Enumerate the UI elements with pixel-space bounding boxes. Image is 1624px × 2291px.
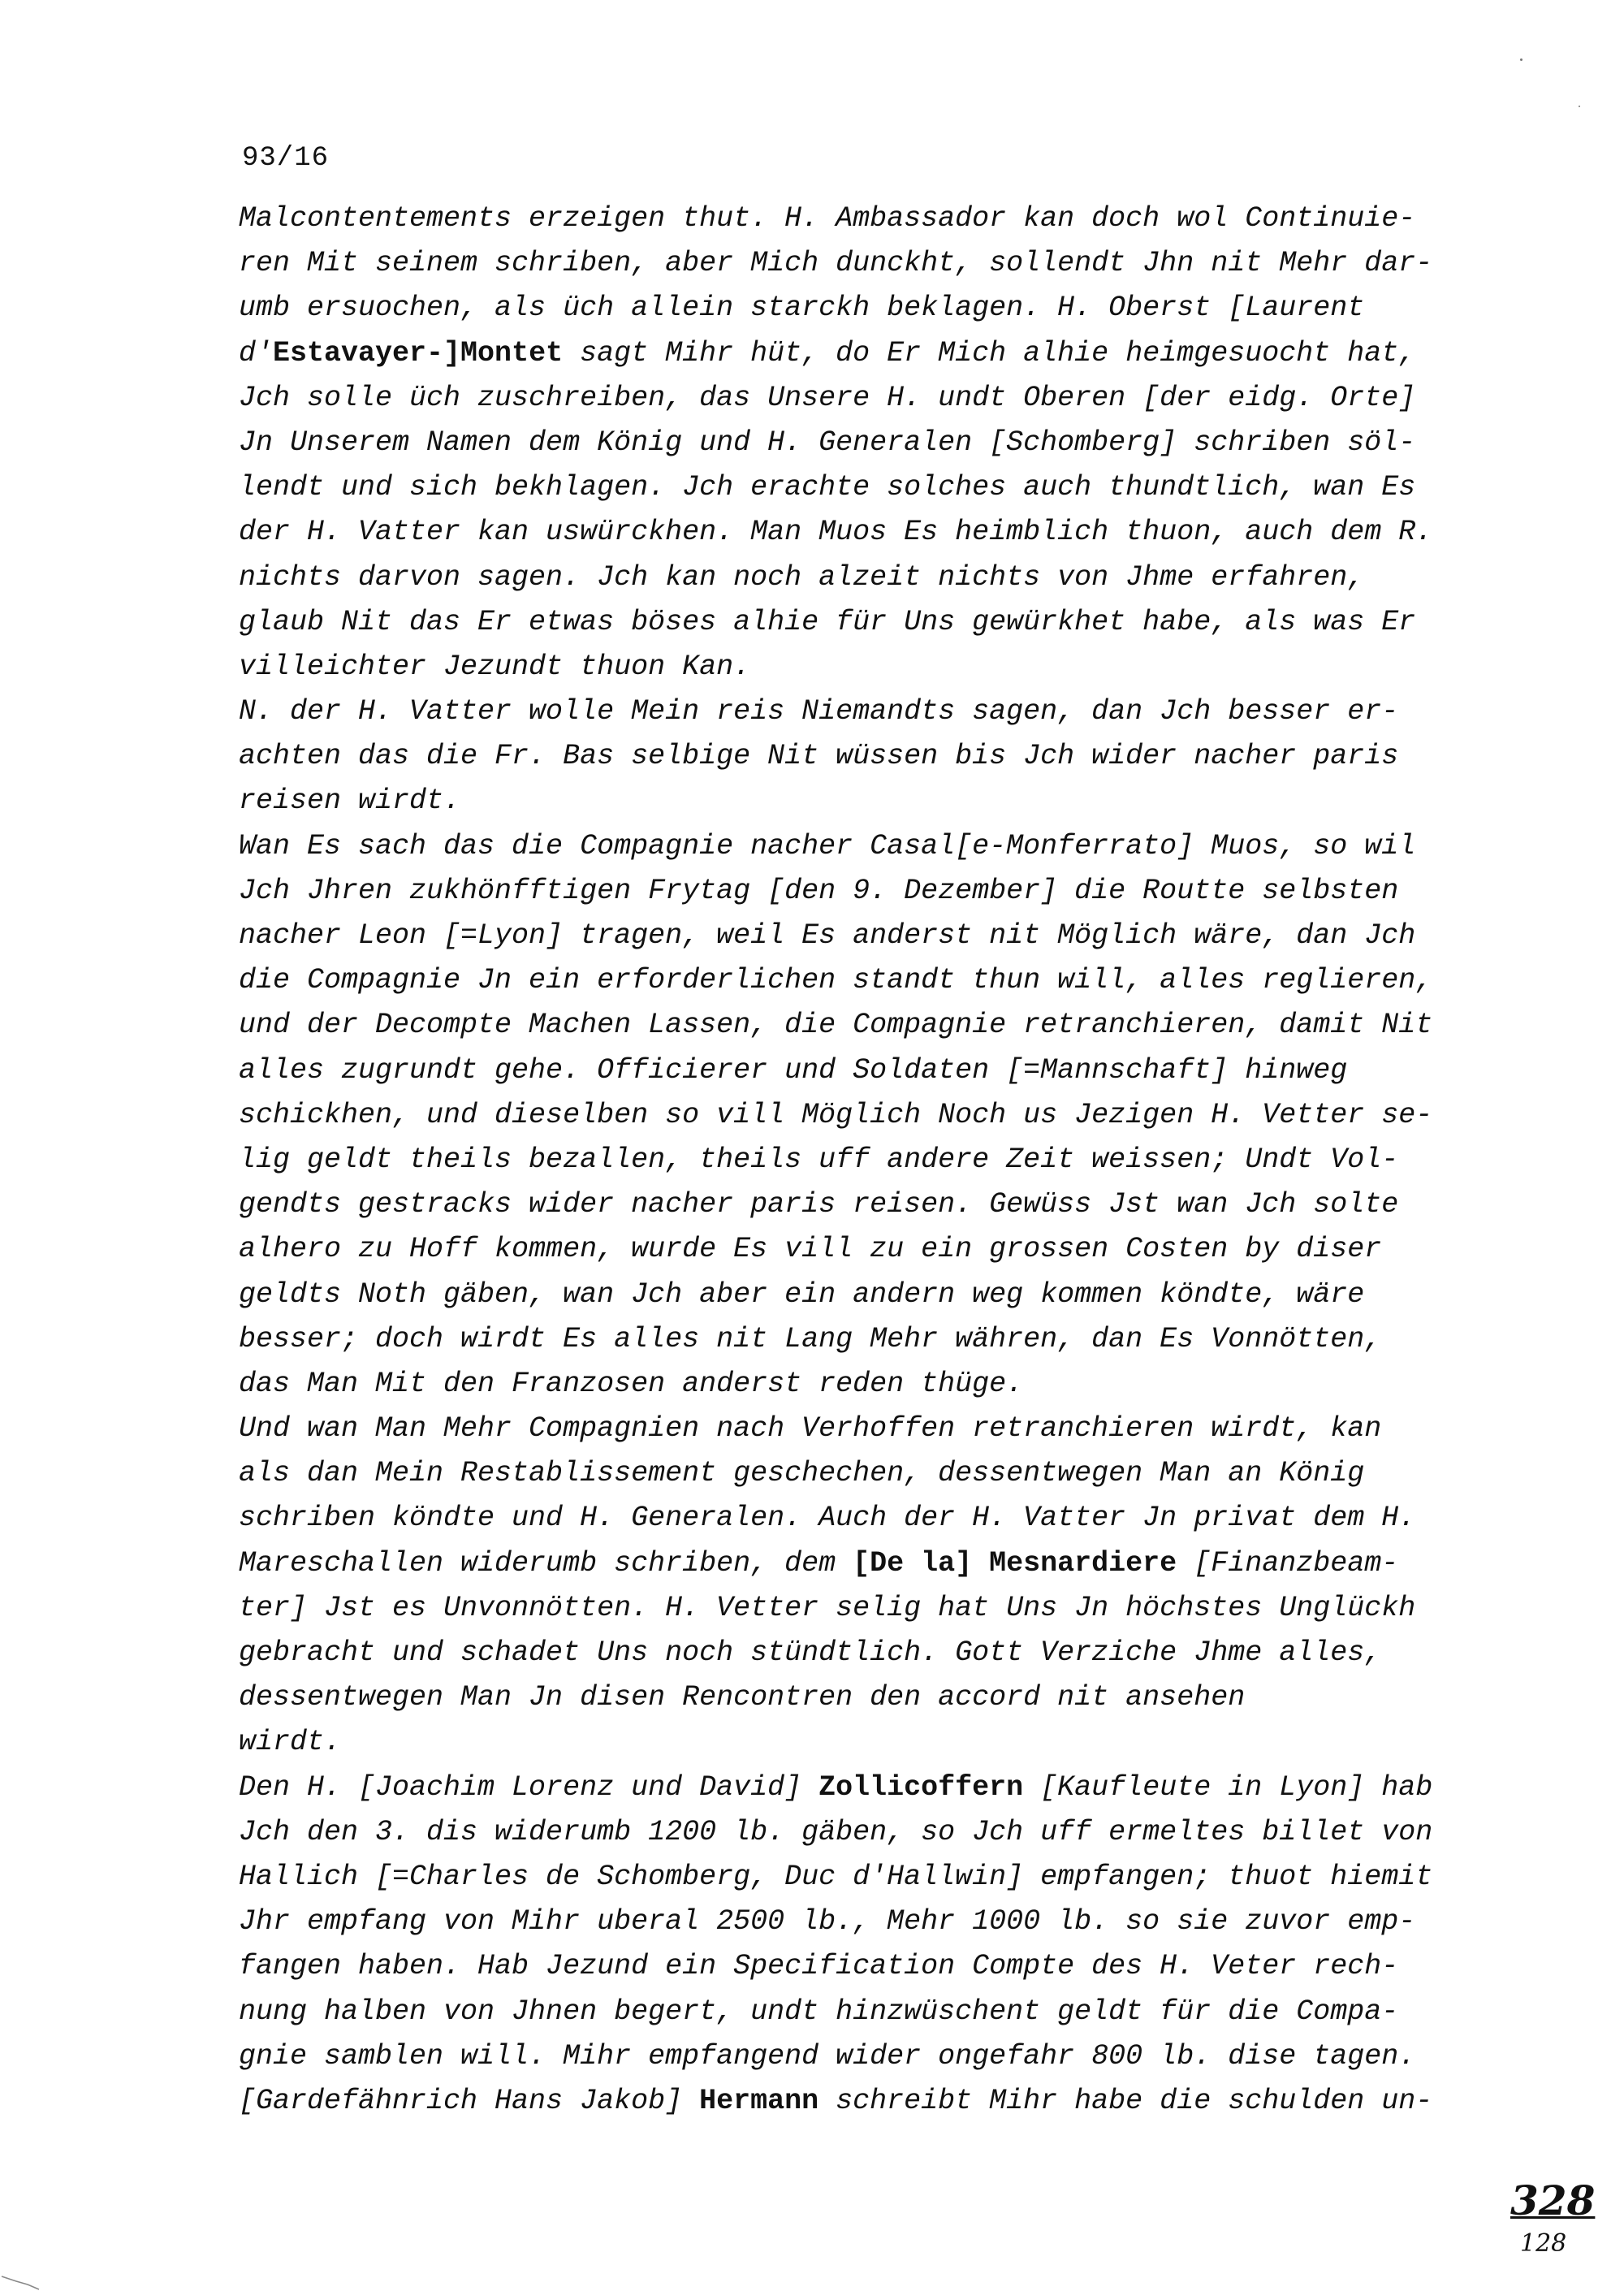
letter-transcription bbox=[239, 197, 1505, 2124]
text-line bbox=[239, 1273, 1505, 1317]
text-segment: Mareschallen widerumb schriben, dem bbox=[239, 1546, 853, 1580]
text-line bbox=[239, 824, 1505, 869]
text-segment: Hallich [=Charles de Schomberg, Duc d'Hallwin] empfangen; thuot hiemit bbox=[239, 1860, 1433, 1893]
text-segment: achten das die Fr. Bas selbige Nit wüssen bis Jch wider nacher paris bbox=[239, 740, 1399, 773]
text-segment: umb ersuochen, als üch allein starckh beklagen. H. Oberst [Laurent bbox=[239, 292, 1365, 325]
text-line bbox=[239, 465, 1505, 510]
text-segment: reisen wirdt. bbox=[239, 785, 461, 818]
text-line bbox=[239, 914, 1505, 958]
text-segment: ter] Jst es Unvonnötten. H. Vetter selig hat Uns Jn höchstes Unglückh bbox=[239, 1591, 1416, 1624]
text-segment: Jch solle üch zuschreiben, das Unsere H. undt Oberen [der eidg. Orte] bbox=[239, 381, 1416, 414]
text-line bbox=[239, 1675, 1505, 1720]
text-line bbox=[239, 286, 1505, 331]
text-line bbox=[239, 1093, 1505, 1138]
text-segment: schickhen, und dieselben so vill Möglich Noch us Jezigen H. Vetter se- bbox=[239, 1098, 1433, 1131]
text-segment: gebracht und schadet Uns noch stündtlich. Gott Verziche Jhme alles, bbox=[239, 1636, 1382, 1669]
text-line bbox=[239, 600, 1505, 645]
text-segment: [Kaufleute in Lyon] hab bbox=[1023, 1770, 1433, 1804]
text-line bbox=[239, 555, 1505, 600]
text-segment: geldts Noth gäben, wan Jch aber ein andern weg kommen köndte, wäre bbox=[239, 1277, 1365, 1311]
text-line bbox=[239, 1451, 1505, 1496]
text-segment: Jch Jhren zukhönfftigen Frytag [den 9. Dezember] die Routte selbsten bbox=[239, 874, 1399, 907]
text-line bbox=[239, 197, 1505, 241]
text-segment: Malcontentements erzeigen thut. H. Ambassador kan doch wol Continuie- bbox=[239, 202, 1416, 235]
text-line bbox=[239, 1362, 1505, 1407]
text-line bbox=[239, 1317, 1505, 1362]
text-segment: Jch den 3. dis widerumb 1200 lb. gäben, so Jch uff ermeltes billet von bbox=[239, 1815, 1433, 1848]
text-segment: villeichter Jezundt thuon Kan. bbox=[239, 650, 751, 683]
text-segment: nung halben von Jhnen begert, undt hinzwüschent geldt für die Compa- bbox=[239, 1995, 1399, 2028]
scan-speck bbox=[1520, 58, 1522, 61]
bold-name-segment: Zollicoffern bbox=[818, 1770, 1024, 1804]
text-line bbox=[239, 1003, 1505, 1048]
text-line bbox=[239, 2079, 1505, 2124]
text-segment: und der Decompte Machen Lassen, die Compagnie retranchieren, damit Nit bbox=[239, 1009, 1433, 1042]
text-segment: d' bbox=[239, 336, 274, 370]
bold-name-segment: Hermann bbox=[699, 2084, 819, 2117]
text-line bbox=[239, 1586, 1505, 1631]
text-segment: N. der H. Vatter wolle Mein reis Niemandts sagen, dan Jch besser er- bbox=[239, 695, 1399, 728]
text-segment: alhero zu Hoff kommen, wurde Es vill zu ein grossen Costen by diser bbox=[239, 1233, 1382, 1266]
text-segment: wirdt. bbox=[239, 1726, 342, 1759]
page-number: 93/16 bbox=[242, 143, 330, 174]
text-segment: fangen haben. Hab Jezund ein Specification Compte des H. Veter rech- bbox=[239, 1950, 1399, 1983]
text-segment: schreibt Mihr habe die schulden un- bbox=[818, 2084, 1433, 2117]
folio-number: 328 bbox=[1510, 2176, 1596, 2224]
text-line bbox=[239, 645, 1505, 689]
text-segment: gnie samblen will. Mihr empfangend wider ongefahr 800 lb. dise tagen. bbox=[239, 2039, 1416, 2073]
text-line bbox=[239, 958, 1505, 1003]
text-segment: Wan Es sach das die Compagnie nacher Casal[e-Monferrato] Muos, so wil bbox=[239, 829, 1416, 862]
text-line bbox=[239, 2034, 1505, 2079]
text-line bbox=[239, 1407, 1505, 1451]
scan-speck bbox=[1579, 106, 1580, 107]
text-segment: lig geldt theils bezallen, theils uff andere Zeit weissen; Undt Vol- bbox=[239, 1143, 1399, 1176]
text-line bbox=[239, 376, 1505, 421]
text-segment: lendt und sich bekhlagen. Jch erachte solches auch thundtlich, wan Es bbox=[239, 471, 1416, 504]
text-segment: als dan Mein Restablissement geschechen, dessentwegen Man an König bbox=[239, 1457, 1365, 1490]
bold-name-segment: Estavayer-]Montet bbox=[273, 336, 564, 370]
text-line bbox=[239, 421, 1505, 465]
text-segment: [Gardefähnrich Hans Jakob] bbox=[239, 2084, 700, 2117]
text-segment: sagt Mihr hüt, do Er Mich alhie heimgesuocht hat, bbox=[563, 336, 1416, 370]
text-line bbox=[239, 331, 1505, 376]
text-line bbox=[239, 869, 1505, 914]
text-line bbox=[239, 689, 1505, 734]
text-segment: gendts gestracks wider nacher paris reisen. Gewüss Jst wan Jch solte bbox=[239, 1188, 1399, 1221]
text-line bbox=[239, 1631, 1505, 1675]
text-line bbox=[239, 1227, 1505, 1272]
text-line bbox=[239, 1138, 1505, 1182]
scan-edge-mark bbox=[0, 2275, 49, 2291]
text-line bbox=[239, 1720, 1505, 1765]
text-line bbox=[239, 1900, 1505, 1944]
folio-number-small: 128 bbox=[1520, 2229, 1567, 2258]
text-segment: alles zugrundt gehe. Officierer und Soldaten [=Mannschaft] hinweg bbox=[239, 1053, 1348, 1087]
text-line bbox=[239, 1496, 1505, 1541]
bold-name-segment: [De la] Mesnardiere bbox=[853, 1546, 1177, 1580]
text-segment: Jhr empfang von Mihr uberal 2500 lb., Mehr 1000 lb. so sie zuvor emp- bbox=[239, 1905, 1416, 1939]
text-line bbox=[239, 1855, 1505, 1900]
text-line bbox=[239, 1810, 1505, 1855]
text-line bbox=[239, 1944, 1505, 1989]
text-segment: besser; doch wirdt Es alles nit Lang Mehr währen, dan Es Vonnötten, bbox=[239, 1322, 1382, 1355]
text-segment: schriben köndte und H. Generalen. Auch der H. Vatter Jn privat dem H. bbox=[239, 1502, 1416, 1535]
text-line bbox=[239, 1541, 1505, 1586]
text-segment: Und wan Man Mehr Compagnien nach Verhoffen retranchieren wirdt, kan bbox=[239, 1412, 1382, 1446]
text-segment: Den H. [Joachim Lorenz und David] bbox=[239, 1770, 819, 1804]
text-line bbox=[239, 734, 1505, 779]
text-segment: der H. Vatter kan uswürckhen. Man Muos Es heimblich thuon, auch dem R. bbox=[239, 516, 1433, 549]
text-segment: ren Mit seinem schriben, aber Mich dunckht, sollendt Jhn nit Mehr dar- bbox=[239, 247, 1433, 280]
text-line bbox=[239, 510, 1505, 555]
text-line bbox=[239, 1766, 1505, 1810]
text-segment: Jn Unserem Namen dem König und H. Generalen [Schomberg] schriben söl- bbox=[239, 426, 1416, 459]
text-line bbox=[239, 1048, 1505, 1093]
text-line bbox=[239, 779, 1505, 823]
text-segment: glaub Nit das Er etwas böses alhie für Uns gewürkhet habe, als was Er bbox=[239, 605, 1416, 638]
text-segment: nichts darvon sagen. Jch kan noch alzeit nichts von Jhme erfahren, bbox=[239, 560, 1365, 594]
text-line bbox=[239, 1990, 1505, 2034]
text-segment: dessentwegen Man Jn disen Rencontren den accord nit ansehen bbox=[239, 1681, 1246, 1714]
text-segment: das Man Mit den Franzosen anderst reden thüge. bbox=[239, 1367, 1024, 1400]
text-segment: die Compagnie Jn ein erforderlichen standt thun will, alles reglieren, bbox=[239, 964, 1433, 997]
text-segment: nacher Leon [=Lyon] tragen, weil Es anderst nit Möglich wäre, dan Jch bbox=[239, 919, 1416, 952]
text-segment: [Finanzbeam- bbox=[1177, 1546, 1399, 1580]
text-line bbox=[239, 1182, 1505, 1227]
text-line bbox=[239, 241, 1505, 286]
